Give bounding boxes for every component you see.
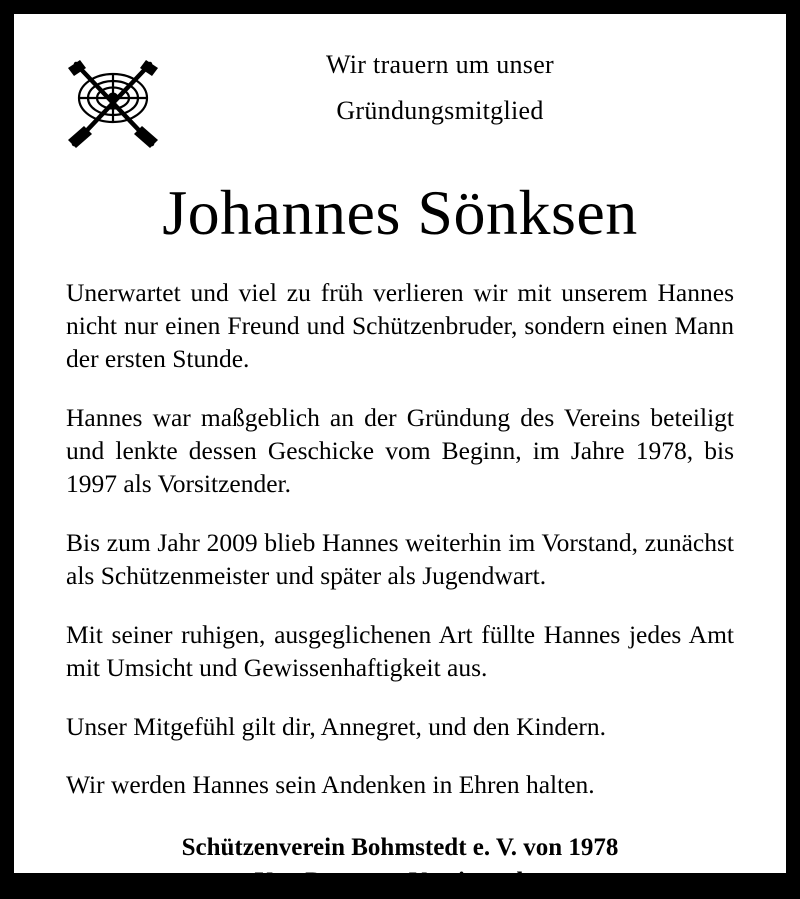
signature-block (66, 831, 734, 899)
paragraph: Bis zum Jahr 2009 blieb Hannes weiterhin im Vorstand, zunächst als Schützenmeister und später als Jugendwart. (66, 528, 734, 591)
paragraph: Mit seiner ruhigen, ausgeglichenen Art füllte Hannes jedes Amt mit Umsicht und Gewissenhaftigkeit aus. (66, 619, 734, 682)
body-text (14, 276, 786, 899)
header-row (14, 14, 786, 153)
deceased-name: Johannes Sönksen (162, 177, 638, 248)
paragraph: Hannes war maßgeblich an der Gründung des Vereins beteiligt und lenkte dessen Geschicke vom Beginn, im Jahre 1978, bis 1997 als Vorsitzender. (66, 403, 734, 499)
paragraph: Unser Mitgefühl gilt dir, Annegret, und den Kindern. (66, 711, 607, 741)
header-text (174, 42, 746, 133)
header-line-1: Wir trauern um unser (325, 50, 555, 79)
signature-organization: Schützenverein Bohmstedt e. V. von 1978 (181, 834, 619, 862)
paragraph: Wir werden Hannes sein Andenken in Ehren halten. (66, 770, 595, 800)
paragraph: Unerwartet und viel zu früh verlieren wir mit unserem Hannes nicht nur einen Freund und Schützenbruder, sondern einen Mann der ersten Stunde. (66, 278, 734, 374)
signature-person: Kay Petersen, Vorsitzender (254, 868, 546, 896)
crossed-rifles-target-icon (54, 42, 174, 153)
obituary-card (14, 14, 786, 896)
header-line-2: Gründungsmitglied (336, 95, 544, 125)
